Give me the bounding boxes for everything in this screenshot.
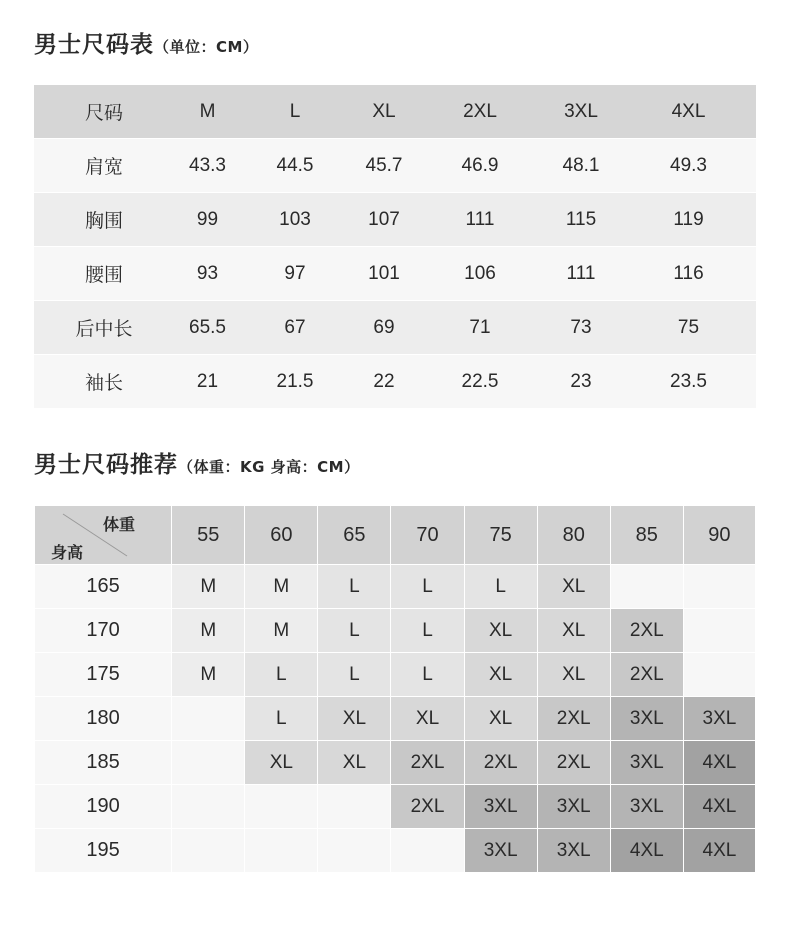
measurement-label: 腰围 [34, 247, 174, 301]
recommended-size-cell: 2XL [391, 741, 464, 785]
measurement-value: 119 [621, 193, 756, 247]
measurement-label: 肩宽 [34, 139, 174, 193]
measurement-value: 49.3 [621, 139, 756, 193]
recommended-size-cell: L [318, 565, 391, 609]
recommended-size-cell: M [172, 609, 245, 653]
recommended-size-cell: 2XL [391, 785, 464, 829]
recommended-size-cell: XL [245, 741, 318, 785]
measurement-value: 67 [241, 301, 349, 355]
height-axis-label: 身高 [51, 543, 84, 562]
empty-cell [172, 697, 245, 741]
measurement-value: 93 [174, 247, 241, 301]
height-cell: 165 [35, 565, 172, 609]
recommended-size-cell: XL [464, 609, 537, 653]
size-chart-title-text: 男士尺码表 [34, 32, 154, 58]
size-header-cell: L [241, 85, 349, 139]
empty-cell [683, 565, 755, 609]
measurement-value: 115 [541, 193, 621, 247]
height-row [35, 565, 756, 609]
height-row [35, 609, 756, 653]
empty-cell [245, 785, 318, 829]
height-row [35, 741, 756, 785]
weight-axis-label: 体重 [103, 515, 136, 534]
measurement-value: 103 [241, 193, 349, 247]
size-header-cell: 4XL [621, 85, 756, 139]
size-header-cell: 2XL [419, 85, 541, 139]
recommended-size-cell: XL [537, 609, 610, 653]
recommended-size-cell: XL [318, 741, 391, 785]
measurement-value: 22 [349, 355, 419, 409]
recommended-size-cell: XL [464, 653, 537, 697]
measurement-row [34, 355, 756, 409]
recommended-size-cell: 3XL [683, 697, 755, 741]
empty-cell [683, 653, 755, 697]
size-recommendation-table [34, 505, 756, 873]
height-cell: 195 [35, 829, 172, 873]
recommended-size-cell: 2XL [537, 697, 610, 741]
empty-cell [245, 829, 318, 873]
recommended-size-cell: L [245, 653, 318, 697]
measurement-value: 69 [349, 301, 419, 355]
recommended-size-cell: 3XL [610, 785, 683, 829]
recommendation-unit-note: （体重：KG 身高：CM） [178, 458, 360, 476]
measurement-value: 44.5 [241, 139, 349, 193]
empty-cell [172, 785, 245, 829]
measurement-value: 75 [621, 301, 756, 355]
height-cell: 175 [35, 653, 172, 697]
measurement-value: 45.7 [349, 139, 419, 193]
recommended-size-cell: XL [464, 697, 537, 741]
recommended-size-cell: 4XL [683, 829, 755, 873]
measurement-value: 106 [419, 247, 541, 301]
measurement-label: 后中长 [34, 301, 174, 355]
weight-header-cell: 70 [391, 506, 464, 565]
weight-header-cell: 55 [172, 506, 245, 565]
measurement-value: 71 [419, 301, 541, 355]
recommended-size-cell: 2XL [610, 653, 683, 697]
weight-header-cell: 80 [537, 506, 610, 565]
size-header-cell: 3XL [541, 85, 621, 139]
measurement-value: 46.9 [419, 139, 541, 193]
weight-header-cell: 65 [318, 506, 391, 565]
measurement-value: 21 [174, 355, 241, 409]
measurement-value: 99 [174, 193, 241, 247]
recommended-size-cell: 4XL [683, 785, 755, 829]
empty-cell [172, 741, 245, 785]
recommended-size-cell: XL [318, 697, 391, 741]
measurement-value: 111 [541, 247, 621, 301]
measurement-value: 111 [419, 193, 541, 247]
recommended-size-cell: L [391, 565, 464, 609]
recommended-size-cell: M [172, 565, 245, 609]
weight-header-cell: 85 [610, 506, 683, 565]
recommended-size-cell: 2XL [464, 741, 537, 785]
measurement-value: 107 [349, 193, 419, 247]
measurement-value: 22.5 [419, 355, 541, 409]
height-row [35, 785, 756, 829]
size-chart-table [34, 85, 756, 408]
size-header-cell: M [174, 85, 241, 139]
measurement-value: 23 [541, 355, 621, 409]
recommended-size-cell: L [318, 609, 391, 653]
recommended-size-cell: 4XL [683, 741, 755, 785]
size-header-row [34, 85, 756, 139]
measurement-value: 97 [241, 247, 349, 301]
recommended-size-cell: M [245, 565, 318, 609]
recommended-size-cell: 3XL [464, 829, 537, 873]
size-header-label: 尺码 [34, 85, 174, 139]
measurement-value: 73 [541, 301, 621, 355]
recommended-size-cell: 3XL [610, 741, 683, 785]
measurement-value: 43.3 [174, 139, 241, 193]
weight-header-cell: 75 [464, 506, 537, 565]
recommended-size-cell: 3XL [464, 785, 537, 829]
measurement-row [34, 139, 756, 193]
recommendation-header-row [35, 506, 756, 565]
measurement-label: 胸围 [34, 193, 174, 247]
height-cell: 185 [35, 741, 172, 785]
recommended-size-cell: XL [391, 697, 464, 741]
height-row [35, 653, 756, 697]
height-cell: 180 [35, 697, 172, 741]
empty-cell [610, 565, 683, 609]
height-row [35, 829, 756, 873]
recommendation-title [34, 446, 360, 479]
recommended-size-cell: XL [537, 565, 610, 609]
measurement-value: 65.5 [174, 301, 241, 355]
recommended-size-cell: 2XL [537, 741, 610, 785]
measurement-value: 48.1 [541, 139, 621, 193]
empty-cell [172, 829, 245, 873]
measurement-row [34, 193, 756, 247]
corner-cell [35, 506, 172, 565]
empty-cell [683, 609, 755, 653]
height-cell: 170 [35, 609, 172, 653]
measurement-row [34, 301, 756, 355]
measurement-row [34, 247, 756, 301]
measurement-value: 23.5 [621, 355, 756, 409]
recommended-size-cell: L [318, 653, 391, 697]
recommended-size-cell: 3XL [537, 829, 610, 873]
recommended-size-cell: XL [537, 653, 610, 697]
recommended-size-cell: 4XL [610, 829, 683, 873]
measurement-value: 116 [621, 247, 756, 301]
height-row [35, 697, 756, 741]
recommendation-title-text: 男士尺码推荐 [34, 452, 178, 478]
recommended-size-cell: L [464, 565, 537, 609]
recommended-size-cell: L [245, 697, 318, 741]
recommended-size-cell: 3XL [537, 785, 610, 829]
weight-header-cell: 90 [683, 506, 755, 565]
empty-cell [318, 829, 391, 873]
measurement-label: 袖长 [34, 355, 174, 409]
measurement-value: 21.5 [241, 355, 349, 409]
recommended-size-cell: M [172, 653, 245, 697]
recommended-size-cell: 2XL [610, 609, 683, 653]
empty-cell [318, 785, 391, 829]
size-chart-title [34, 26, 258, 59]
size-header-cell: XL [349, 85, 419, 139]
empty-cell [391, 829, 464, 873]
height-cell: 190 [35, 785, 172, 829]
recommended-size-cell: L [391, 653, 464, 697]
recommended-size-cell: L [391, 609, 464, 653]
size-chart-unit-note: （单位：CM） [154, 38, 259, 56]
weight-header-cell: 60 [245, 506, 318, 565]
recommended-size-cell: 3XL [610, 697, 683, 741]
recommended-size-cell: M [245, 609, 318, 653]
measurement-value: 101 [349, 247, 419, 301]
